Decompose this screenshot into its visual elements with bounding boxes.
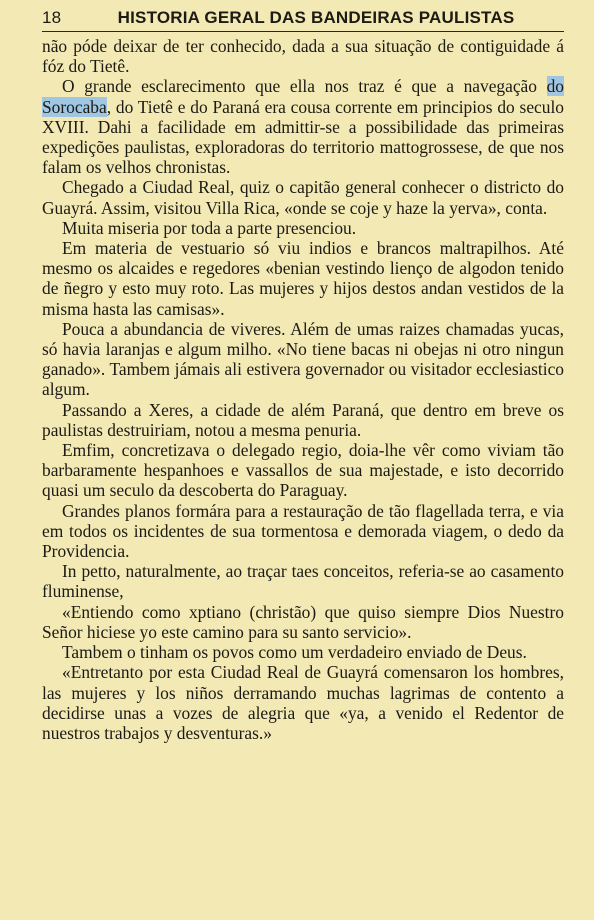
paragraph-11-quote: «Entiendo como xptiano (christão) que quiso siempre Dios Nuestro Señor hiciese yo este camino para su santo servicio».	[42, 601, 564, 642]
paragraph-12: Tambem o tinham os povos como um verdadeiro enviado de Deus.	[62, 642, 527, 663]
highlighted-text: do Sorocaba	[42, 76, 564, 117]
paragraph-6: Pouca a abundancia de viveres. Além de umas raizes chamadas yucas, só havia laranjas e algum milho. «No tiene bacas ni obejas ni otro ningun ganado». Tambem jámais ali estivera governador ou visitador ecclesiastico algum.	[42, 318, 564, 400]
header-rule	[42, 31, 564, 32]
page-number: 18	[42, 8, 62, 27]
body-text	[42, 36, 564, 743]
paragraph-8: Emfim, concretizava o delegado regio, doia-lhe vêr como viviam tão barbaramente hespanhoes e vassallos de sua majestade, e isto decorrido quasi um seculo da descoberta do Paraguay.	[42, 440, 564, 501]
paragraph-9: Grandes planos formára para a restauração de tão flagellada terra, e via em todos os incidentes de sua tormentosa e demorada viagem, o dedo da Providencia.	[42, 500, 564, 562]
paragraph-2-end: , do Tietê e do Paraná era cousa corrente em principios do seculo XVIII. Dahi a facilidade em admittir-se a possibilidade das primeiras expedições paulistas, exploradoras do territorio mattogrossese, de que nos falam os velhos chronistas.	[42, 96, 564, 178]
page-header	[42, 8, 564, 28]
paragraph-2	[42, 76, 564, 177]
paragraph-3: Chegado a Ciudad Real, quiz o capitão general conhecer o districto do Guayrá. Assim, visitou Villa Rica, «onde se coje y haze la yerva», conta.	[42, 177, 564, 218]
running-title: HISTORIA GERAL DAS BANDEIRAS PAULISTAS	[117, 8, 515, 27]
paragraph-10: In petto, naturalmente, ao traçar taes conceitos, referia-se ao casamento fluminense,	[42, 561, 564, 602]
paragraph-5: Em materia de vestuario só viu indios e brancos maltrapilhos. Até mesmo os alcaides e regedores «benian vestindo lienço de algodon tenido de ñegro y esto muy roto. Las mujeres y hijos destos andan vestidos de la misma hasta las camisas».	[42, 238, 564, 319]
paragraph-13-quote: «Entretanto por esta Ciudad Real de Guayrá comensaron los hombres, las mujeres y los niños derramando muchas lagrimas de contento a decidirse unas a vozes de alegria que «ya, a venido el Redentor de nuestros trabajos y desventuras.»	[42, 662, 564, 743]
paragraph-1: não póde deixar de ter conhecido, dada a sua situação de contiguidade á fóz do Tietê.	[42, 36, 564, 77]
paragraph-4: Muita miseria por toda a parte presenciou.	[62, 217, 357, 238]
paragraph-7: Passando a Xeres, a cidade de além Paraná, que dentro em breve os paulistas destruiriam, notou a mesma penuria.	[42, 399, 564, 440]
paragraph-2-start: O grande esclarecimento que ella nos traz é que a navegação	[62, 76, 547, 97]
